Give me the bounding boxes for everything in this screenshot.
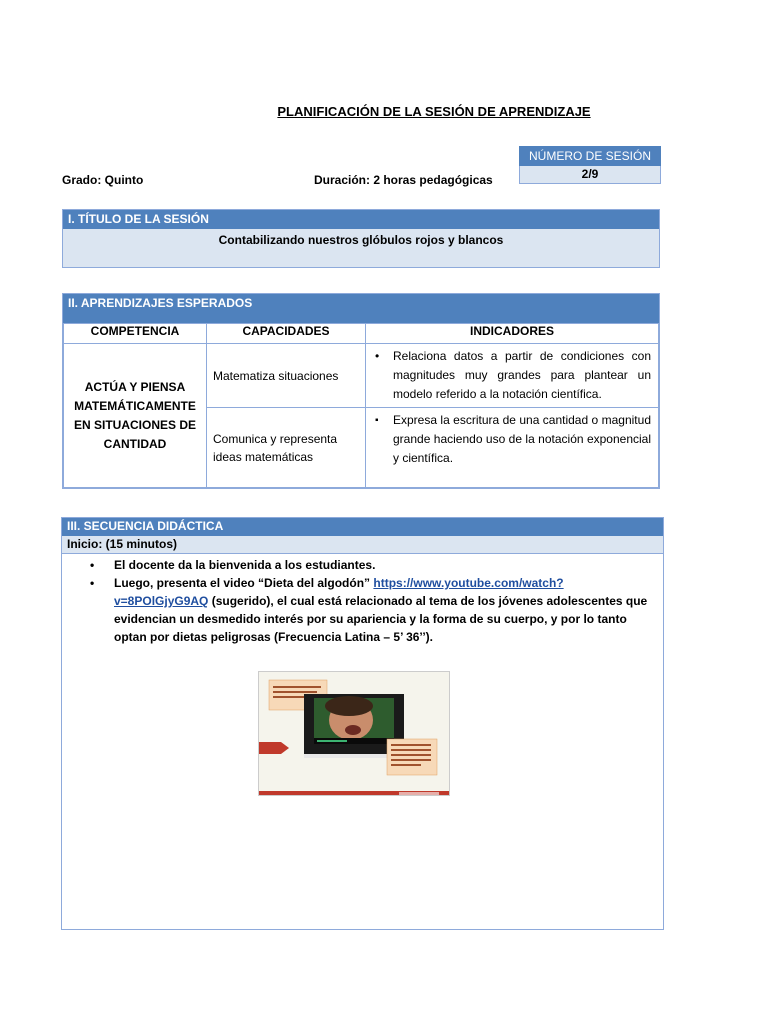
- indicator-text: Relaciona datos a partir de condiciones con magnitudes muy grandes para plantear un modelo referido a la notación científica.: [393, 349, 651, 401]
- session-number-label: NÚMERO DE SESIÓN: [519, 146, 661, 166]
- competence-cell: ACTÚA Y PIENSA MATEMÁTICAMENTE EN SITUACIONES DE CANTIDAD: [64, 344, 207, 488]
- video-link[interactable]: https://www.youtube.com/watch?v=8POlGjyG9AQ: [114, 576, 564, 608]
- bullet-icon: •: [375, 349, 380, 363]
- capacity-cell: Comunica y representa ideas matemáticas: [207, 408, 366, 488]
- start-phase-heading: Inicio: (15 minutos): [62, 536, 663, 554]
- learning-table: [63, 323, 659, 488]
- section-heading: II. APRENDIZAJES ESPERADOS: [63, 294, 659, 323]
- capacity-cell: Matematiza situaciones: [207, 344, 366, 408]
- list-item-text: El docente da la bienvenida a los estudiantes.: [114, 558, 376, 572]
- duration-label: Duración: 2 horas pedagógicas: [314, 173, 493, 187]
- section-session-title: [62, 209, 660, 268]
- list-item-text: (sugerido), el cual está relacionado al tema de los jóvenes adolescentes que evidencian un desmedido interés por su apariencia y la forma de su cuerpo, y por lo tanto optan por dietas peligrosas (Frecuencia Latina – 5’ 36’’).: [114, 594, 648, 644]
- column-header: INDICADORES: [366, 324, 659, 344]
- indicator-text: Expresa la escritura de una cantidad o magnitud grande haciendo uso de la notación exponencial y científica.: [393, 413, 651, 465]
- grade-label: Grado: Quinto: [62, 173, 144, 187]
- video-thumbnail-graphic: [259, 672, 450, 796]
- bullet-icon: •: [90, 558, 95, 572]
- column-header: COMPETENCIA: [64, 324, 207, 344]
- session-title-text: Contabilizando nuestros glóbulos rojos y blancos: [63, 229, 659, 267]
- column-header: CAPACIDADES: [207, 324, 366, 344]
- bullet-icon: ▪: [375, 415, 379, 426]
- list-item-text: Luego, presenta el video “Dieta del algodón”: [114, 576, 374, 590]
- indicator-cell: [366, 408, 659, 488]
- sequence-list: [62, 554, 663, 646]
- section-heading: III. SECUENCIA DIDÁCTICA: [62, 518, 663, 536]
- section-heading: I. TÍTULO DE LA SESIÓN: [63, 210, 659, 229]
- indicator-cell: [366, 344, 659, 408]
- list-item: [62, 574, 663, 646]
- session-number-value: 2/9: [519, 166, 661, 184]
- section-expected-learning: [62, 293, 660, 489]
- video-thumbnail[interactable]: [258, 671, 450, 796]
- list-item: [62, 556, 663, 574]
- page-title: PLANIFICACIÓN DE LA SESIÓN DE APRENDIZAJE: [277, 104, 591, 119]
- session-number-box: [519, 146, 661, 184]
- bullet-icon: •: [90, 576, 95, 590]
